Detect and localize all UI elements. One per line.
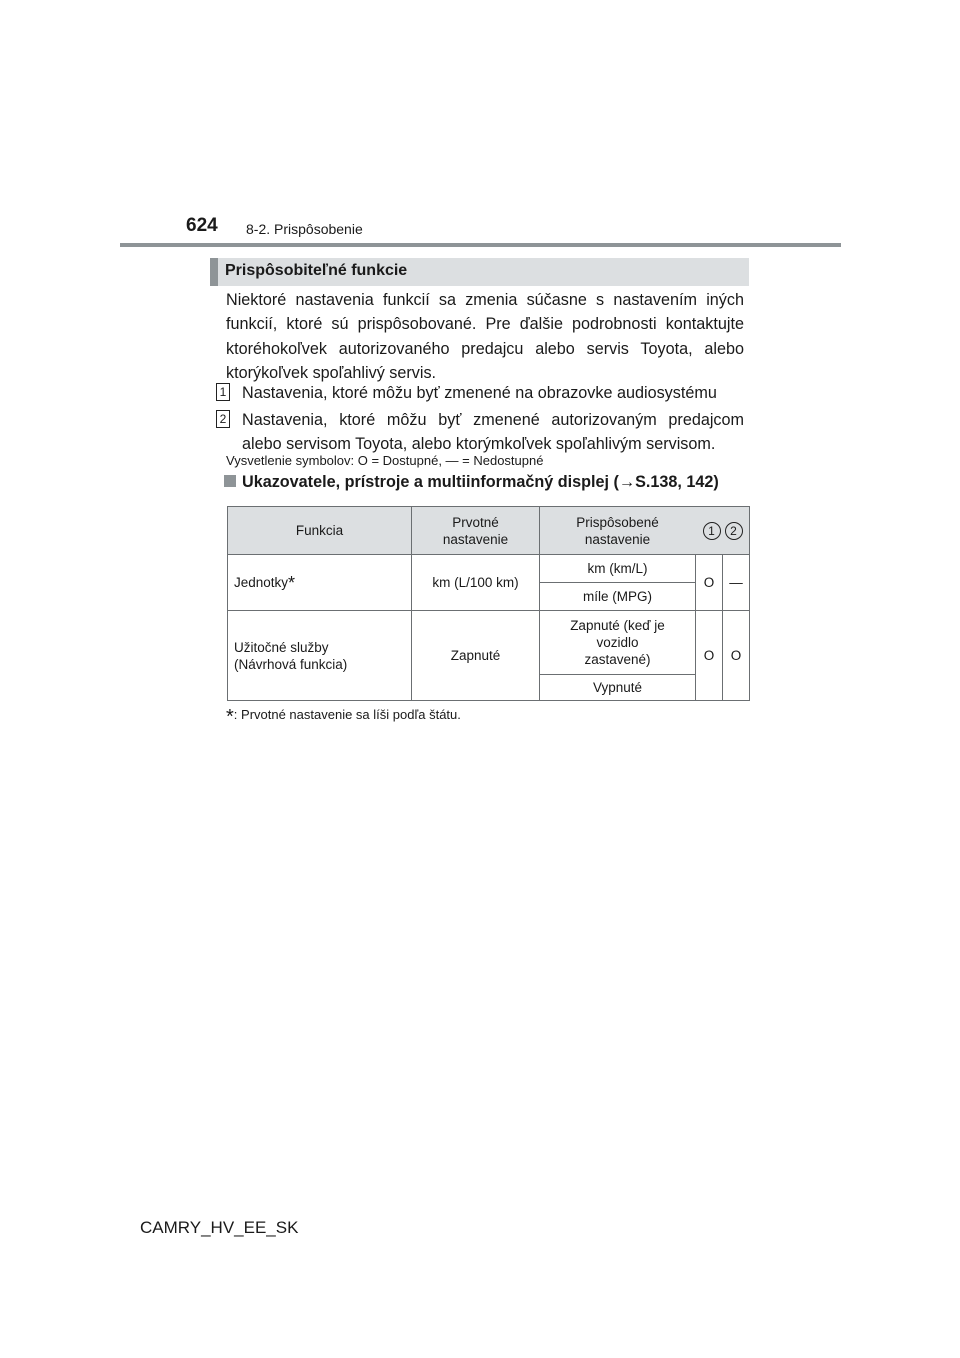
row1-function: Jednotky * — [234, 572, 296, 593]
subheading-ref: S.138, 142) — [635, 473, 719, 491]
page-number: 624 — [186, 215, 218, 236]
header-custom: Prispôsobené nastavenie — [576, 514, 659, 547]
row2-option-1: Zapnuté (keď je vozidlo zastavené) — [570, 618, 665, 667]
circled-2-icon: 2 — [725, 522, 743, 540]
row2-col1: O — [703, 648, 715, 663]
row2-default: Zapnuté — [450, 648, 501, 663]
section-title: Prispôsobiteľné funkcie — [225, 262, 408, 279]
subheading-text: Ukazovatele, prístroje a multiinformačný displej ( — [242, 473, 619, 491]
subheading — [224, 473, 719, 492]
row1-col1: O — [703, 575, 715, 590]
header-columns — [696, 507, 749, 554]
row2-col2: O — [730, 648, 742, 663]
row1-option-1: km (km/L) — [587, 561, 648, 576]
header-rule — [120, 243, 841, 247]
note-number-2: 2 — [216, 410, 230, 428]
row1-default: km (L/100 km) — [432, 575, 519, 590]
section-label: 8-2. Prispôsobenie — [246, 221, 363, 237]
header-default: Prvotné nastavenie — [442, 514, 509, 547]
row1-function-text: Jednotky — [234, 575, 289, 590]
note-text-2: Nastavenia, ktoré môžu byť zmenené autorizovaným predajcom alebo servisom Toyota, alebo ktorýmkoľvek spoľahlivým servisom. — [242, 411, 744, 453]
square-bullet-icon — [224, 475, 236, 487]
footnote — [226, 706, 461, 728]
note-item-1 — [216, 381, 744, 405]
row1-option-2: míle (MPG) — [583, 589, 652, 604]
intro-paragraph: Niektoré nastavenia funkcií sa zmenia súčasne s nastavením iných funkcií, ktoré sú prispôsobované. Pre ďalšie podrobnosti kontaktujte ktoréhokoľvek autorizovaného predajcu alebo servis Toyota, alebo ktorýkoľvek spoľahlivý servis. — [226, 291, 744, 382]
footnote-mark: * — [226, 706, 234, 728]
header-function: Funkcia — [295, 523, 344, 538]
symbol-legend: Vysvetlenie symbolov: O = Dostupné, — = Nedostupné — [226, 453, 544, 468]
note-item-2 — [216, 408, 744, 456]
row2-function: Užitočné služby (Návrhová funkcia) — [234, 639, 348, 672]
circled-1-icon: 1 — [703, 522, 721, 540]
arrow-icon: → — [618, 473, 636, 491]
footer-code: CAMRY_HV_EE_SK — [140, 1218, 299, 1237]
footnote-text: : Prvotné nastavenie sa líši podľa štátu. — [233, 707, 461, 722]
note-number-1: 1 — [216, 383, 230, 401]
settings-table — [227, 506, 750, 701]
row1-col2: — — [729, 575, 743, 590]
section-title-box — [210, 258, 749, 286]
row2-option-2: Vypnuté — [592, 680, 643, 695]
note-text-1: Nastavenia, ktoré môžu byť zmenené na obrazovke audiosystému — [242, 384, 717, 402]
